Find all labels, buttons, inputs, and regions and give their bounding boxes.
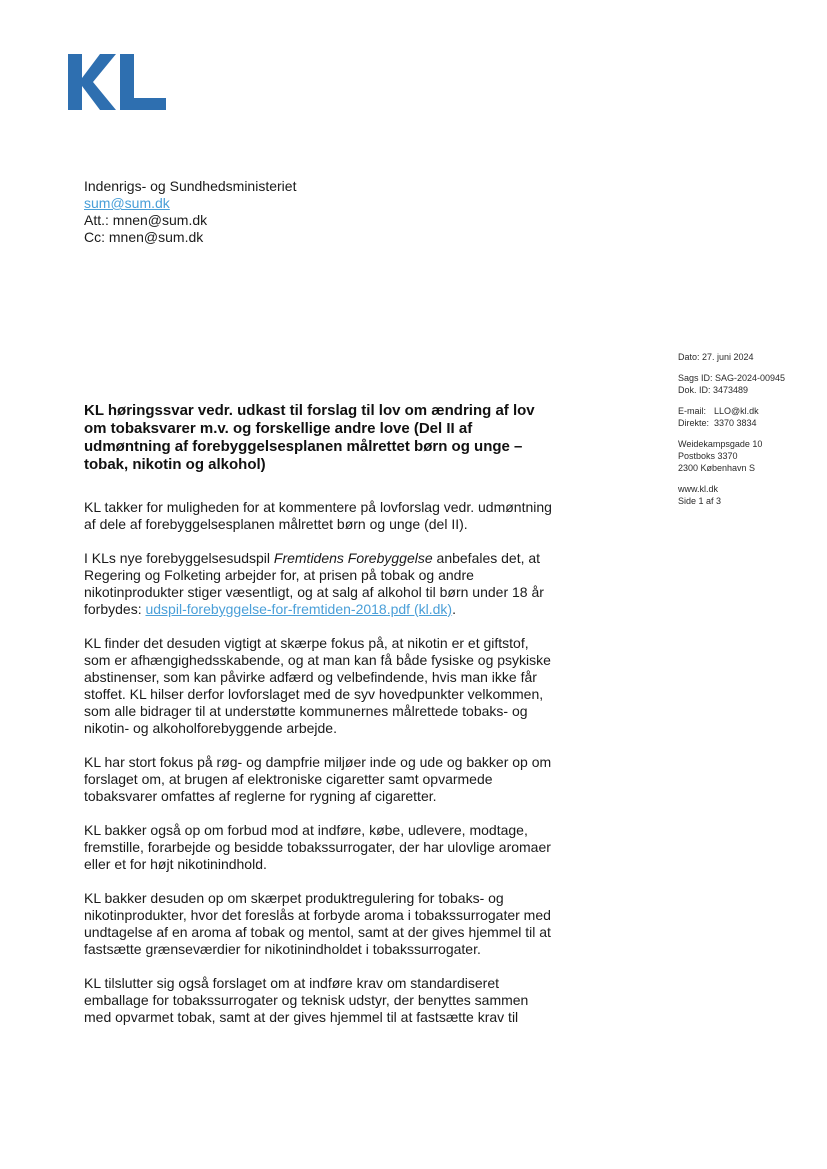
paragraph-2-end: . [452,601,456,617]
meta-address-3: 2300 København S [678,463,756,473]
meta-address-1: Weidekampsgade 10 [678,439,763,449]
meta-address-2: Postboks 3370 [678,451,738,461]
paragraph-1: KL takker for muligheden for at kommentere på lovforslag vedr. udmøntning af dele af forebyggelsesplanen målrettet børn og unge (del II). [84,499,552,532]
kl-logo [68,52,168,112]
letter-body [84,499,554,1043]
paragraph-4: KL har stort fokus på røg- og dampfrie miljøer inde og ude og bakker op om forslaget om, at brugen af elektroniske cigaretter samt opvarmede tobaksvarer omfattes af reglerne for rygning af cigaretter. [84,754,552,804]
meta-dok-id: Dok. ID: 3473489 [678,385,749,395]
letter-subject: KL høringssvar vedr. udkast til forslag til lov om ændring af lov om tobaksvarer m.v. og forskellige andre love (Del II af udmøntning af forebyggelsesplanen målrettet børn og unge – tobak, nikotin og alkohol) [84,402,535,473]
meta-website: www.kl.dk [678,484,719,494]
recipient-cc: Cc: mnen@sum.dk [84,229,204,245]
meta-email-row [678,405,818,417]
document-meta [678,351,818,516]
meta-direct-row [678,417,818,429]
paragraph-6: KL bakker desuden op om skærpet produktregulering for tobaks- og nikotinprodukter, hvor det foreslås at forbyde aroma i tobakssurrogater med undtagelse af en aroma af tobak og mentol, samt at der gives hjemmel til at fastsætte grænseværdier for nikotinindholdet i tobakssurrogater. [84,890,551,957]
udspil-pdf-link[interactable]: udspil-forebyggelse-for-fremtiden-2018.pdf (kl.dk) [145,601,453,617]
meta-email-label: E-mail: [678,406,707,416]
recipient-att: Att.: mnen@sum.dk [84,212,208,228]
paragraph-2-intro: I KLs nye forebyggelsesudspil [84,550,274,566]
meta-date: Dato: 27. juni 2024 [678,352,754,362]
kl-logo-graphic [68,52,168,112]
recipient-address [84,178,296,246]
paragraph-3: KL finder det desuden vigtigt at skærpe fokus på, at nikotin er et giftstof, som er afhængighedsskabende, og at man kan få både fysiske og psykiske abstinenser, som kan påvirke adfærd og velbefindende, hvis man ikke får stoffet. KL hilser derfor lovforslaget med de syv hovedpunkter velkommen, som alle bidrager til at understøtte kommunernes målrettede tobaks- og nikotin- og alkoholforebyggende arbejde. [84,635,551,736]
meta-direct-value: 3370 3834 [714,418,757,428]
paragraph-2-text: anbefales det, at Regering og Folketing arbejder for, at prisen på tobak og andre nikotinprodukter stiger væsentligt, og at salg af alkohol til børn under 18 år forbydes: [84,550,544,617]
paragraph-5: KL bakker også op om forbud mod at indføre, købe, udlevere, modtage, fremstille, forarbejde og besidde tobakssurrogater, der har ulovlige aromaer eller et for højt nikotinindhold. [84,822,551,872]
meta-email-value: LLO@kl.dk [714,406,759,416]
meta-page-number: Side 1 af 3 [678,496,722,506]
recipient-name: Indenrigs- og Sundhedsministeriet [84,178,297,194]
paragraph-2-title: Fremtidens Forebyggelse [273,550,433,566]
meta-direct-label: Direkte: [678,418,710,428]
paragraph-2 [84,550,554,618]
kl-logo-text [68,112,69,113]
meta-sags-id: Sags ID: SAG-2024-00945 [678,373,786,383]
paragraph-7: KL tilslutter sig også forslaget om at indføre krav om standardiseret emballage for tobakssurrogater og teknisk udstyr, der benyttes sammen med opvarmet tobak, samt at der gives hjemmel til at fastsætte krav til [84,975,529,1025]
recipient-email-link[interactable]: sum@sum.dk [84,195,170,211]
